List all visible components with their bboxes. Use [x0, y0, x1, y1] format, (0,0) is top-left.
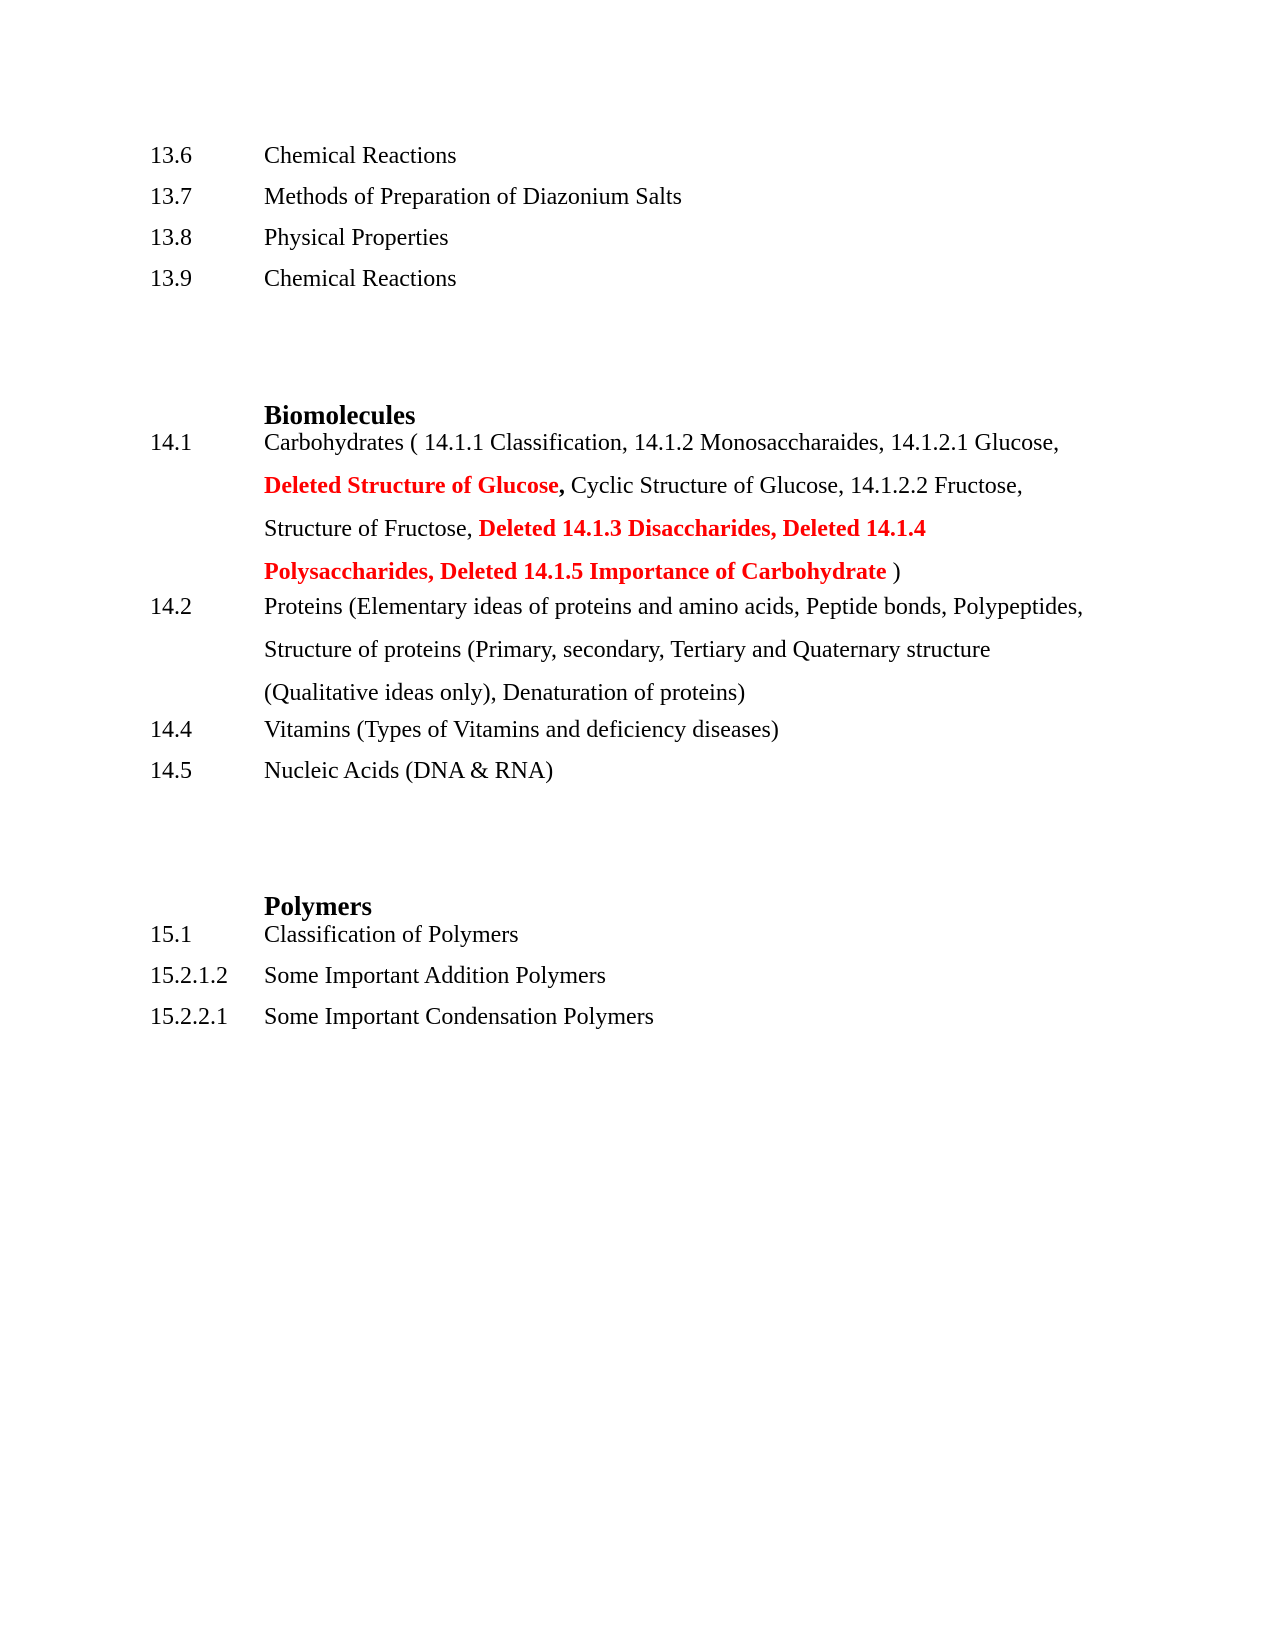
item-text: Some Important Condensation Polymers — [264, 1004, 654, 1030]
item-number: 14.4 — [150, 717, 192, 743]
list-item — [150, 709, 1100, 752]
list-item — [150, 135, 1100, 178]
item-number: 13.6 — [150, 143, 192, 169]
list-item — [150, 176, 1100, 219]
deleted-text: Deleted 14.1.3 Disaccharides, Deleted 14.1.4 Polysaccharides, Deleted 14.1.5 Importance of Carbohydrate — [264, 516, 926, 585]
item-text: Vitamins (Types of Vitamins and deficiency diseases) — [264, 717, 779, 743]
item-text: Chemical Reactions — [264, 266, 457, 292]
item-number: 13.9 — [150, 266, 192, 292]
item-text: Physical Properties — [264, 225, 449, 251]
item-text: Nucleic Acids (DNA & RNA) — [264, 758, 554, 784]
item-text-part: Cyclic Structure of Glucose, 14.1.2.2 Fructose, Structure of Fructose, — [264, 473, 1023, 542]
item-number: 15.2.1.2 — [150, 963, 228, 989]
item-number: 13.7 — [150, 184, 192, 210]
list-item — [150, 750, 1100, 793]
item-number: 14.5 — [150, 758, 192, 784]
item-text: Classification of Polymers — [264, 922, 519, 948]
item-number: 14.2 — [150, 594, 192, 620]
list-item — [150, 955, 1100, 998]
list-item — [150, 586, 1100, 715]
list-item — [150, 914, 1100, 957]
item-text: Chemical Reactions — [264, 143, 457, 169]
list-item — [150, 996, 1100, 1039]
item-number: 15.1 — [150, 922, 192, 948]
item-text-part: ) — [886, 559, 901, 585]
item-text: Methods of Preparation of Diazonium Salts — [264, 184, 682, 210]
item-number: 15.2.2.1 — [150, 1004, 228, 1030]
section-heading-polymers: Polymers — [264, 891, 372, 921]
separator-comma: , — [558, 473, 565, 499]
item-number: 13.8 — [150, 225, 192, 251]
list-item — [150, 422, 1100, 594]
item-text-part: Carbohydrates ( 14.1.1 Classification, 14.1.2 Monosaccharaides, 14.1.2.1 Glucose, — [264, 430, 1060, 456]
section-heading-biomolecules: Biomolecules — [264, 400, 416, 430]
list-item — [150, 258, 1100, 301]
item-text — [264, 422, 1100, 594]
item-number: 14.1 — [150, 430, 192, 456]
item-text: Some Important Addition Polymers — [264, 963, 606, 989]
list-item — [150, 217, 1100, 260]
item-text: Proteins (Elementary ideas of proteins and amino acids, Peptide bonds, Polypeptides, Structure of proteins (Primary, secondary, Tertiary and Quaternary structure (Qualitative ideas only), Denaturation of proteins) — [264, 594, 1084, 706]
deleted-text: Deleted Structure of Glucose — [264, 473, 559, 499]
